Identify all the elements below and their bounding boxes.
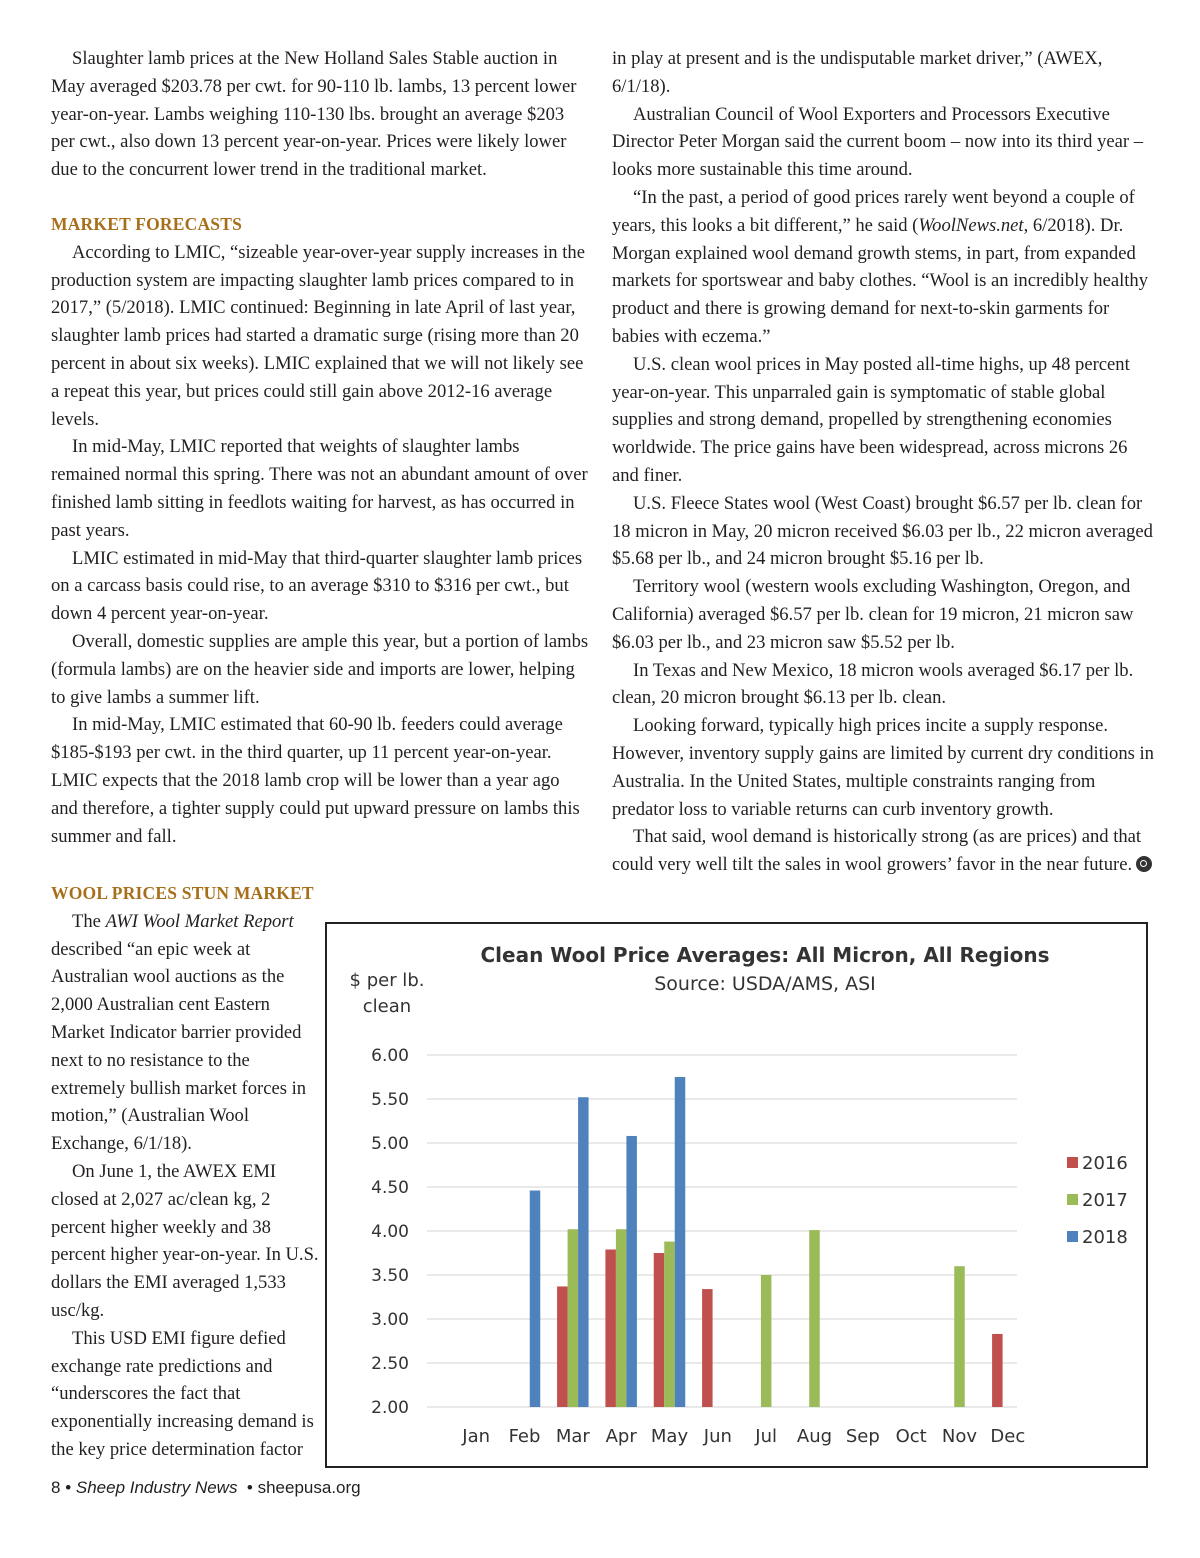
page-number: 8 bbox=[51, 1478, 61, 1497]
bar-2017-nov bbox=[954, 1266, 965, 1407]
y-axis-label-line1: $ per lb. bbox=[349, 970, 425, 991]
bar-2017-may bbox=[664, 1242, 675, 1407]
x-tick-label: Oct bbox=[895, 1426, 927, 1447]
x-tick-label: Apr bbox=[605, 1426, 637, 1447]
paragraph: LMIC estimated in mid-May that third-quarter slaughter lamb prices on a carcass basis could rise, to an average $310 to $316 per cwt., but down 4 percent year-on-year. bbox=[51, 547, 583, 625]
paragraph: Looking forward, typically high prices incite a supply response. However, inventory supply gains are limited by current dry conditions in Australia. In the United States, multiple constraints ranging from predator loss to variable returns can curb inventory growth. bbox=[612, 715, 1154, 820]
y-axis-label-line2: clean bbox=[362, 996, 412, 1017]
chart-subtitle: Source: USDA/AMS, ASI bbox=[654, 973, 876, 995]
text: That said, wool demand is historically strong (as are prices) and that could very well tilt the sales in wool growers’ favor in the near future. bbox=[612, 826, 1142, 876]
paragraph: in play at present and is the undisputable market driver,” (AWEX, 6/1/18). bbox=[612, 48, 1103, 97]
paragraph bbox=[51, 908, 319, 1158]
y-tick-label: 2.50 bbox=[371, 1354, 409, 1374]
bar-2018-apr bbox=[626, 1136, 637, 1407]
page-footer: 8 • Sheep Industry News • sheepusa.org bbox=[51, 1478, 361, 1497]
legend-label: 2018 bbox=[1082, 1227, 1128, 1248]
x-tick-label: Nov bbox=[941, 1426, 978, 1447]
legend-swatch bbox=[1067, 1157, 1078, 1168]
bar-2017-jul bbox=[761, 1275, 772, 1407]
paragraph: Australian Council of Wool Exporters and Processors Executive Director Peter Morgan said the current boom – now into its third year – looks more sustainable this time around. bbox=[612, 103, 1144, 181]
bar-2017-aug bbox=[809, 1230, 820, 1407]
text: The bbox=[72, 910, 106, 932]
paragraph: Overall, domestic supplies are ample this year, but a portion of lambs (formula lambs) are on the heavier side and imports are lower, helping to give lambs a summer lift. bbox=[51, 630, 589, 708]
paragraph: U.S. Fleece States wool (West Coast) brought $6.57 per lb. clean for 18 micron in May, 20 micron received $6.03 per lb., 22 micron averaged $5.68 per lb., and 24 micron brought $5.16 per lb. bbox=[612, 492, 1153, 570]
paragraph bbox=[612, 823, 1157, 879]
left-column bbox=[51, 45, 591, 850]
x-tick-label: Aug bbox=[796, 1426, 833, 1447]
wool-price-chart bbox=[325, 922, 1148, 1468]
x-tick-label: Mar bbox=[555, 1426, 590, 1447]
bar-2016-mar bbox=[557, 1286, 568, 1407]
paragraph: According to LMIC, “sizeable year-over-year supply increases in the production system are impacting slaughter lamb prices compared to in 2017,” (5/2018). LMIC continued: Beginning in late April of last year, slaughter lamb prices had started a dramatic surge (rising more than 20 percent in about six weeks). LMIC explained that we will not likely see a repeat this year, but prices could still gain above 2012-16 average levels. bbox=[51, 241, 585, 430]
paragraph: This USD EMI figure defied exchange rate predictions and “underscores the fact that exponentially increasing demand is the key price determination factor bbox=[51, 1327, 314, 1460]
x-tick-label: Dec bbox=[990, 1426, 1026, 1447]
website-link[interactable]: sheepusa.org bbox=[257, 1478, 361, 1497]
text: , 6/2018). Dr. Morgan explained wool demand growth stems, in part, from expanded markets for sportswear and baby clothes. “Wool is an incredibly healthy product and there is growing demand for next-to-skin garments for babies with eczema.” bbox=[612, 214, 1149, 347]
paragraph: In mid-May, LMIC estimated that 60-90 lb. feeders could average $185-$193 per cwt. in the third quarter, up 11 percent year-on-year. LMIC expects that the 2018 lamb crop will be lower than a year ago and therefore, a tighter supply could put upward pressure on lambs this summer and fall. bbox=[51, 714, 580, 847]
paragraph: In Texas and New Mexico, 18 micron wools averaged $6.17 per lb. clean, 20 micron brought $6.13 per lb. clean. bbox=[612, 659, 1134, 709]
x-tick-label: May bbox=[650, 1426, 689, 1447]
x-tick-label: Jun bbox=[703, 1426, 732, 1447]
x-tick-label: Sep bbox=[845, 1426, 880, 1447]
paragraph: In mid-May, LMIC reported that weights of slaughter lambs remained normal this spring. There was not an abundant amount of over finished lamb sitting in feedlots waiting for harvest, as has occurred in past years. bbox=[51, 436, 588, 541]
y-tick-label: 5.00 bbox=[371, 1134, 409, 1154]
chart-svg bbox=[327, 924, 1150, 1470]
text: “In the past, a period of good prices rarely went beyond a couple of years, this looks a bit different,” he said ( bbox=[612, 186, 1135, 236]
legend-label: 2016 bbox=[1082, 1153, 1128, 1174]
bar-2018-mar bbox=[578, 1097, 589, 1407]
legend-label: 2017 bbox=[1082, 1190, 1128, 1211]
bar-2016-may bbox=[654, 1253, 665, 1407]
y-tick-label: 3.50 bbox=[371, 1266, 409, 1286]
bar-2017-mar bbox=[568, 1229, 579, 1407]
end-mark-logo-icon bbox=[1136, 856, 1152, 872]
y-tick-label: 6.00 bbox=[371, 1046, 409, 1066]
paragraph: U.S. clean wool prices in May posted all-time highs, up 48 percent year-on-year. This unparraled gain is symptomatic of stable global supplies and strong demand, propelled by strengthening economies worldwide. The price gains have been widespread, across microns 26 and finer. bbox=[612, 353, 1130, 486]
bar-2018-may bbox=[675, 1077, 686, 1407]
y-tick-label: 4.50 bbox=[371, 1178, 409, 1198]
paragraph: On June 1, the AWEX EMI closed at 2,027 ac/clean kg, 2 percent higher weekly and 38 percent higher year-on-year. In U.S. dollars the EMI averaged 1,533 usc/kg. bbox=[51, 1160, 319, 1321]
paragraph: Territory wool (western wools excluding Washington, Oregon, and California) averaged $6.57 per lb. clean for 19 micron, 21 micron saw $6.03 per lb., and 23 micron saw $5.52 per lb. bbox=[612, 576, 1134, 653]
right-column bbox=[612, 45, 1157, 879]
chart-title: Clean Wool Price Averages: All Micron, All Regions bbox=[480, 943, 1050, 967]
bar-2017-apr bbox=[616, 1229, 627, 1407]
bar-2016-apr bbox=[605, 1249, 616, 1407]
publication-title: AWI Wool Market Report bbox=[105, 910, 294, 932]
bar-2016-dec bbox=[992, 1334, 1003, 1407]
bar-2018-feb bbox=[530, 1191, 541, 1407]
x-tick-label: Jan bbox=[462, 1426, 491, 1447]
y-tick-label: 2.00 bbox=[371, 1398, 409, 1418]
text: described “an epic week at Australian wool auctions as the 2,000 Australian cent Eastern Market Indicator barrier provided next to no resistance to the extremely bullish market forces in motion,” (Australian Wool Exchange, 6/1/18). bbox=[51, 938, 307, 1155]
y-tick-label: 5.50 bbox=[371, 1090, 409, 1110]
legend-swatch bbox=[1067, 1194, 1078, 1205]
left-column-lower bbox=[51, 880, 319, 1464]
publication-name: Sheep Industry News bbox=[75, 1478, 238, 1497]
bar-2016-jun bbox=[702, 1289, 713, 1407]
section-heading-market-forecasts: MARKET FORECASTS bbox=[51, 213, 243, 234]
y-tick-label: 4.00 bbox=[371, 1222, 409, 1242]
y-tick-label: 3.00 bbox=[371, 1310, 409, 1330]
source-name: WoolNews.net bbox=[918, 214, 1024, 236]
legend-swatch bbox=[1067, 1231, 1078, 1242]
section-heading-wool-prices: WOOL PRICES STUN MARKET bbox=[51, 883, 314, 903]
x-tick-label: Feb bbox=[508, 1426, 541, 1447]
x-tick-label: Jul bbox=[755, 1426, 778, 1447]
paragraph bbox=[612, 184, 1157, 351]
paragraph: Slaughter lamb prices at the New Holland Sales Stable auction in May averaged $203.78 per cwt. for 90-110 lb. lambs, 13 percent lower year-on-year. Lambs weighing 110-130 lbs. brought an average $203 per cwt., also down 13 percent year-on-year. Prices were likely lower due to the concurrent lower trend in the traditional market. bbox=[51, 48, 577, 181]
